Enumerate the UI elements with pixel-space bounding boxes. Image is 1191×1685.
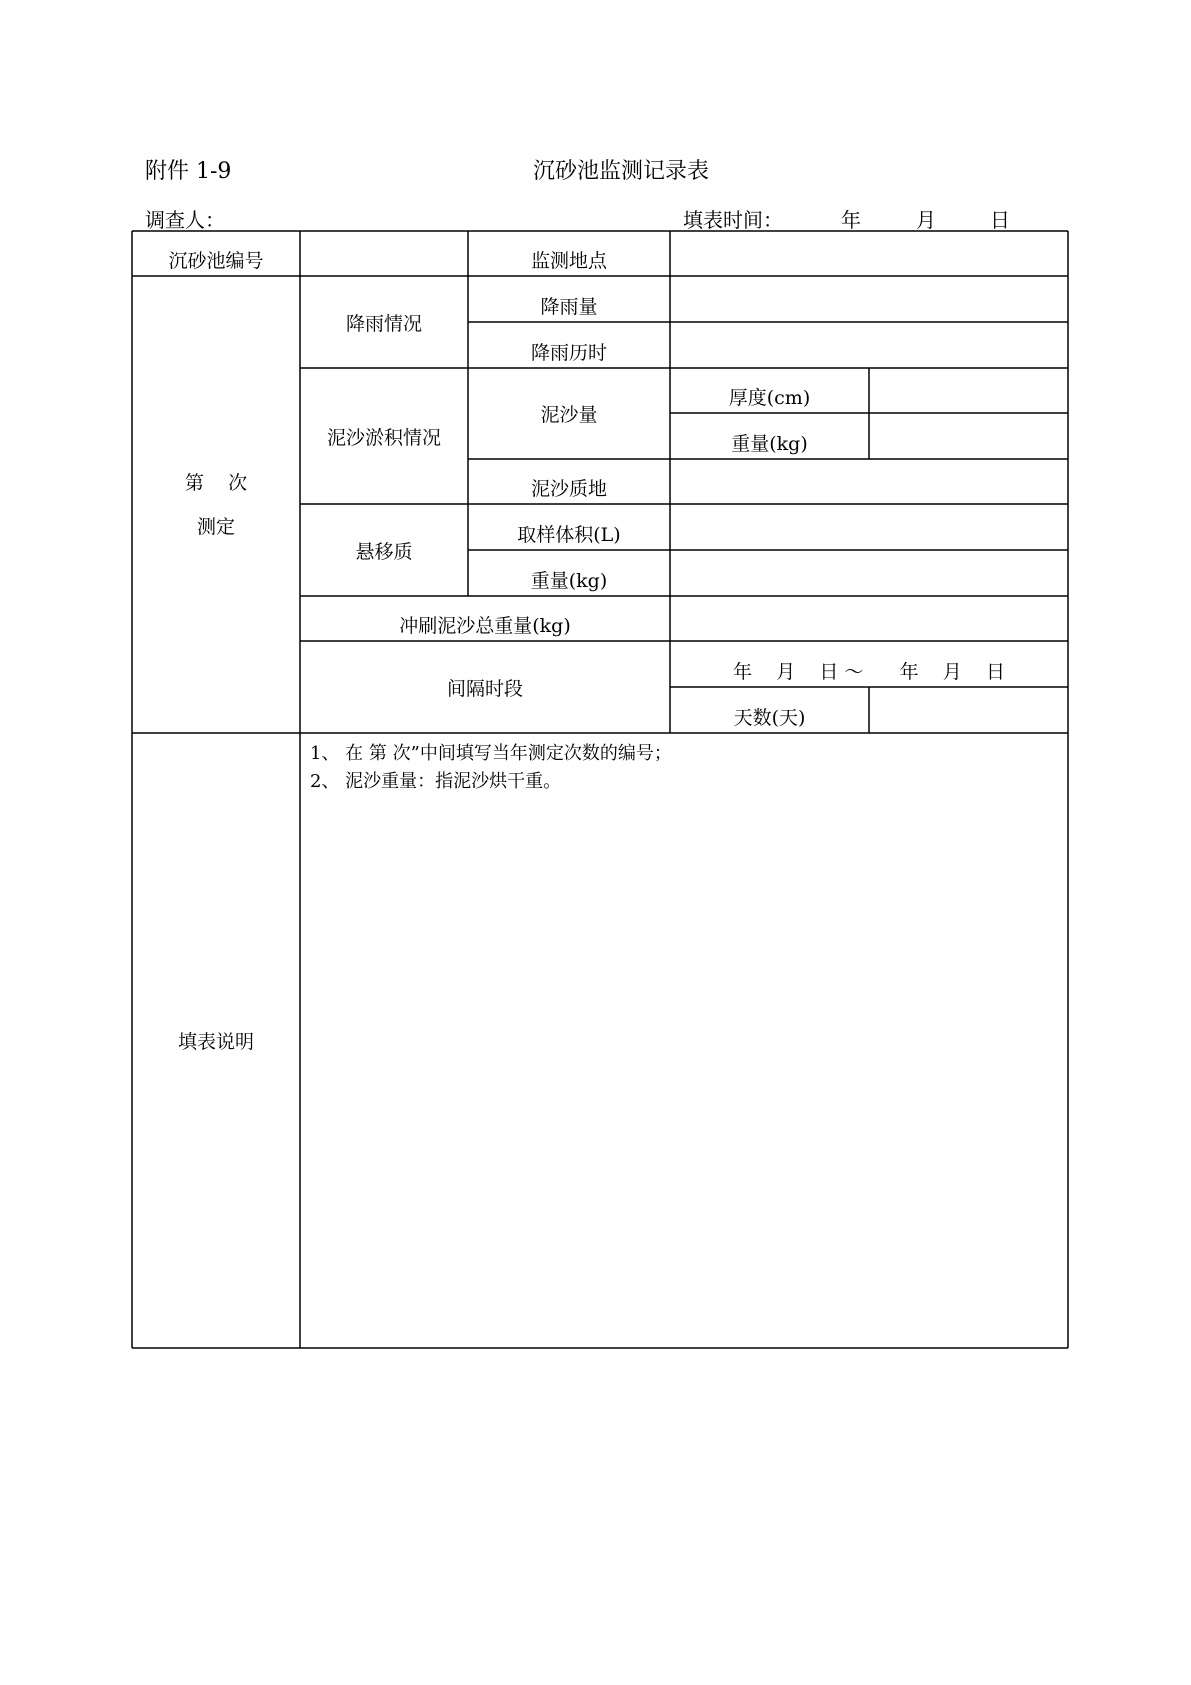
fill-month-label: 月 bbox=[916, 208, 936, 232]
note-line-2: 2、 泥沙重量：指泥沙烘干重。 bbox=[310, 771, 562, 792]
sediment-weight-value[interactable] bbox=[869, 413, 1068, 459]
basin-number-label: 沉砂池编号 bbox=[168, 250, 264, 272]
attachment-number: 附件 1-9 bbox=[145, 159, 232, 184]
instructions-label: 填表说明 bbox=[177, 1031, 254, 1053]
thickness-label: 厚度(cm) bbox=[728, 387, 811, 409]
interval-label: 间隔时段 bbox=[446, 677, 523, 700]
days-label: 天数(天) bbox=[733, 707, 806, 729]
sample-volume-value[interactable] bbox=[670, 504, 1068, 550]
date-range-field[interactable]: 年 月 日 ～ 年 月 日 bbox=[733, 661, 1005, 683]
instructions-notes bbox=[310, 740, 672, 796]
rainfall-amount-label: 降雨量 bbox=[540, 296, 598, 318]
rainfall-duration-label: 降雨历时 bbox=[530, 342, 607, 364]
total-weight-value[interactable] bbox=[670, 596, 1068, 641]
thickness-value[interactable] bbox=[869, 368, 1068, 413]
monitor-site-value[interactable] bbox=[670, 231, 1068, 276]
note-line-1: 1、 在 第 次”中间填写当年测定次数的编号； bbox=[310, 743, 672, 764]
sediment-amount-label: 泥沙量 bbox=[540, 404, 598, 426]
suspended-weight-value[interactable] bbox=[670, 550, 1068, 596]
rainfall-amount-value[interactable] bbox=[670, 276, 1068, 322]
suspended-weight-label: 重量(kg) bbox=[530, 570, 608, 592]
measurement-count-line: 第 次 bbox=[184, 471, 248, 494]
investigator-label: 调查人： bbox=[145, 208, 225, 232]
sample-volume-label: 取样体积(L) bbox=[517, 524, 621, 546]
form-title: 沉砂池监测记录表 bbox=[533, 159, 710, 184]
sediment-weight-label: 重量(kg) bbox=[731, 433, 808, 455]
sediment-group-label: 泥沙淤积情况 bbox=[326, 426, 441, 449]
basin-number-value[interactable] bbox=[300, 231, 468, 276]
measurement-label: 测定 bbox=[196, 515, 235, 538]
sediment-texture-label: 泥沙质地 bbox=[530, 478, 607, 500]
rainfall-group-label: 降雨情况 bbox=[345, 312, 422, 335]
rainfall-duration-value[interactable] bbox=[670, 322, 1068, 368]
fill-time-label: 填表时间： bbox=[683, 208, 783, 232]
days-value[interactable] bbox=[869, 687, 1068, 733]
fill-day-label: 日 bbox=[990, 208, 1010, 232]
monitor-site-label: 监测地点 bbox=[530, 250, 607, 272]
fill-year-label: 年 bbox=[841, 208, 861, 232]
sediment-texture-value[interactable] bbox=[670, 459, 1068, 504]
total-weight-label: 冲刷泥沙总重量(kg) bbox=[399, 615, 571, 637]
suspended-load-label: 悬移质 bbox=[355, 540, 413, 563]
measurement-count-cell bbox=[132, 276, 300, 733]
